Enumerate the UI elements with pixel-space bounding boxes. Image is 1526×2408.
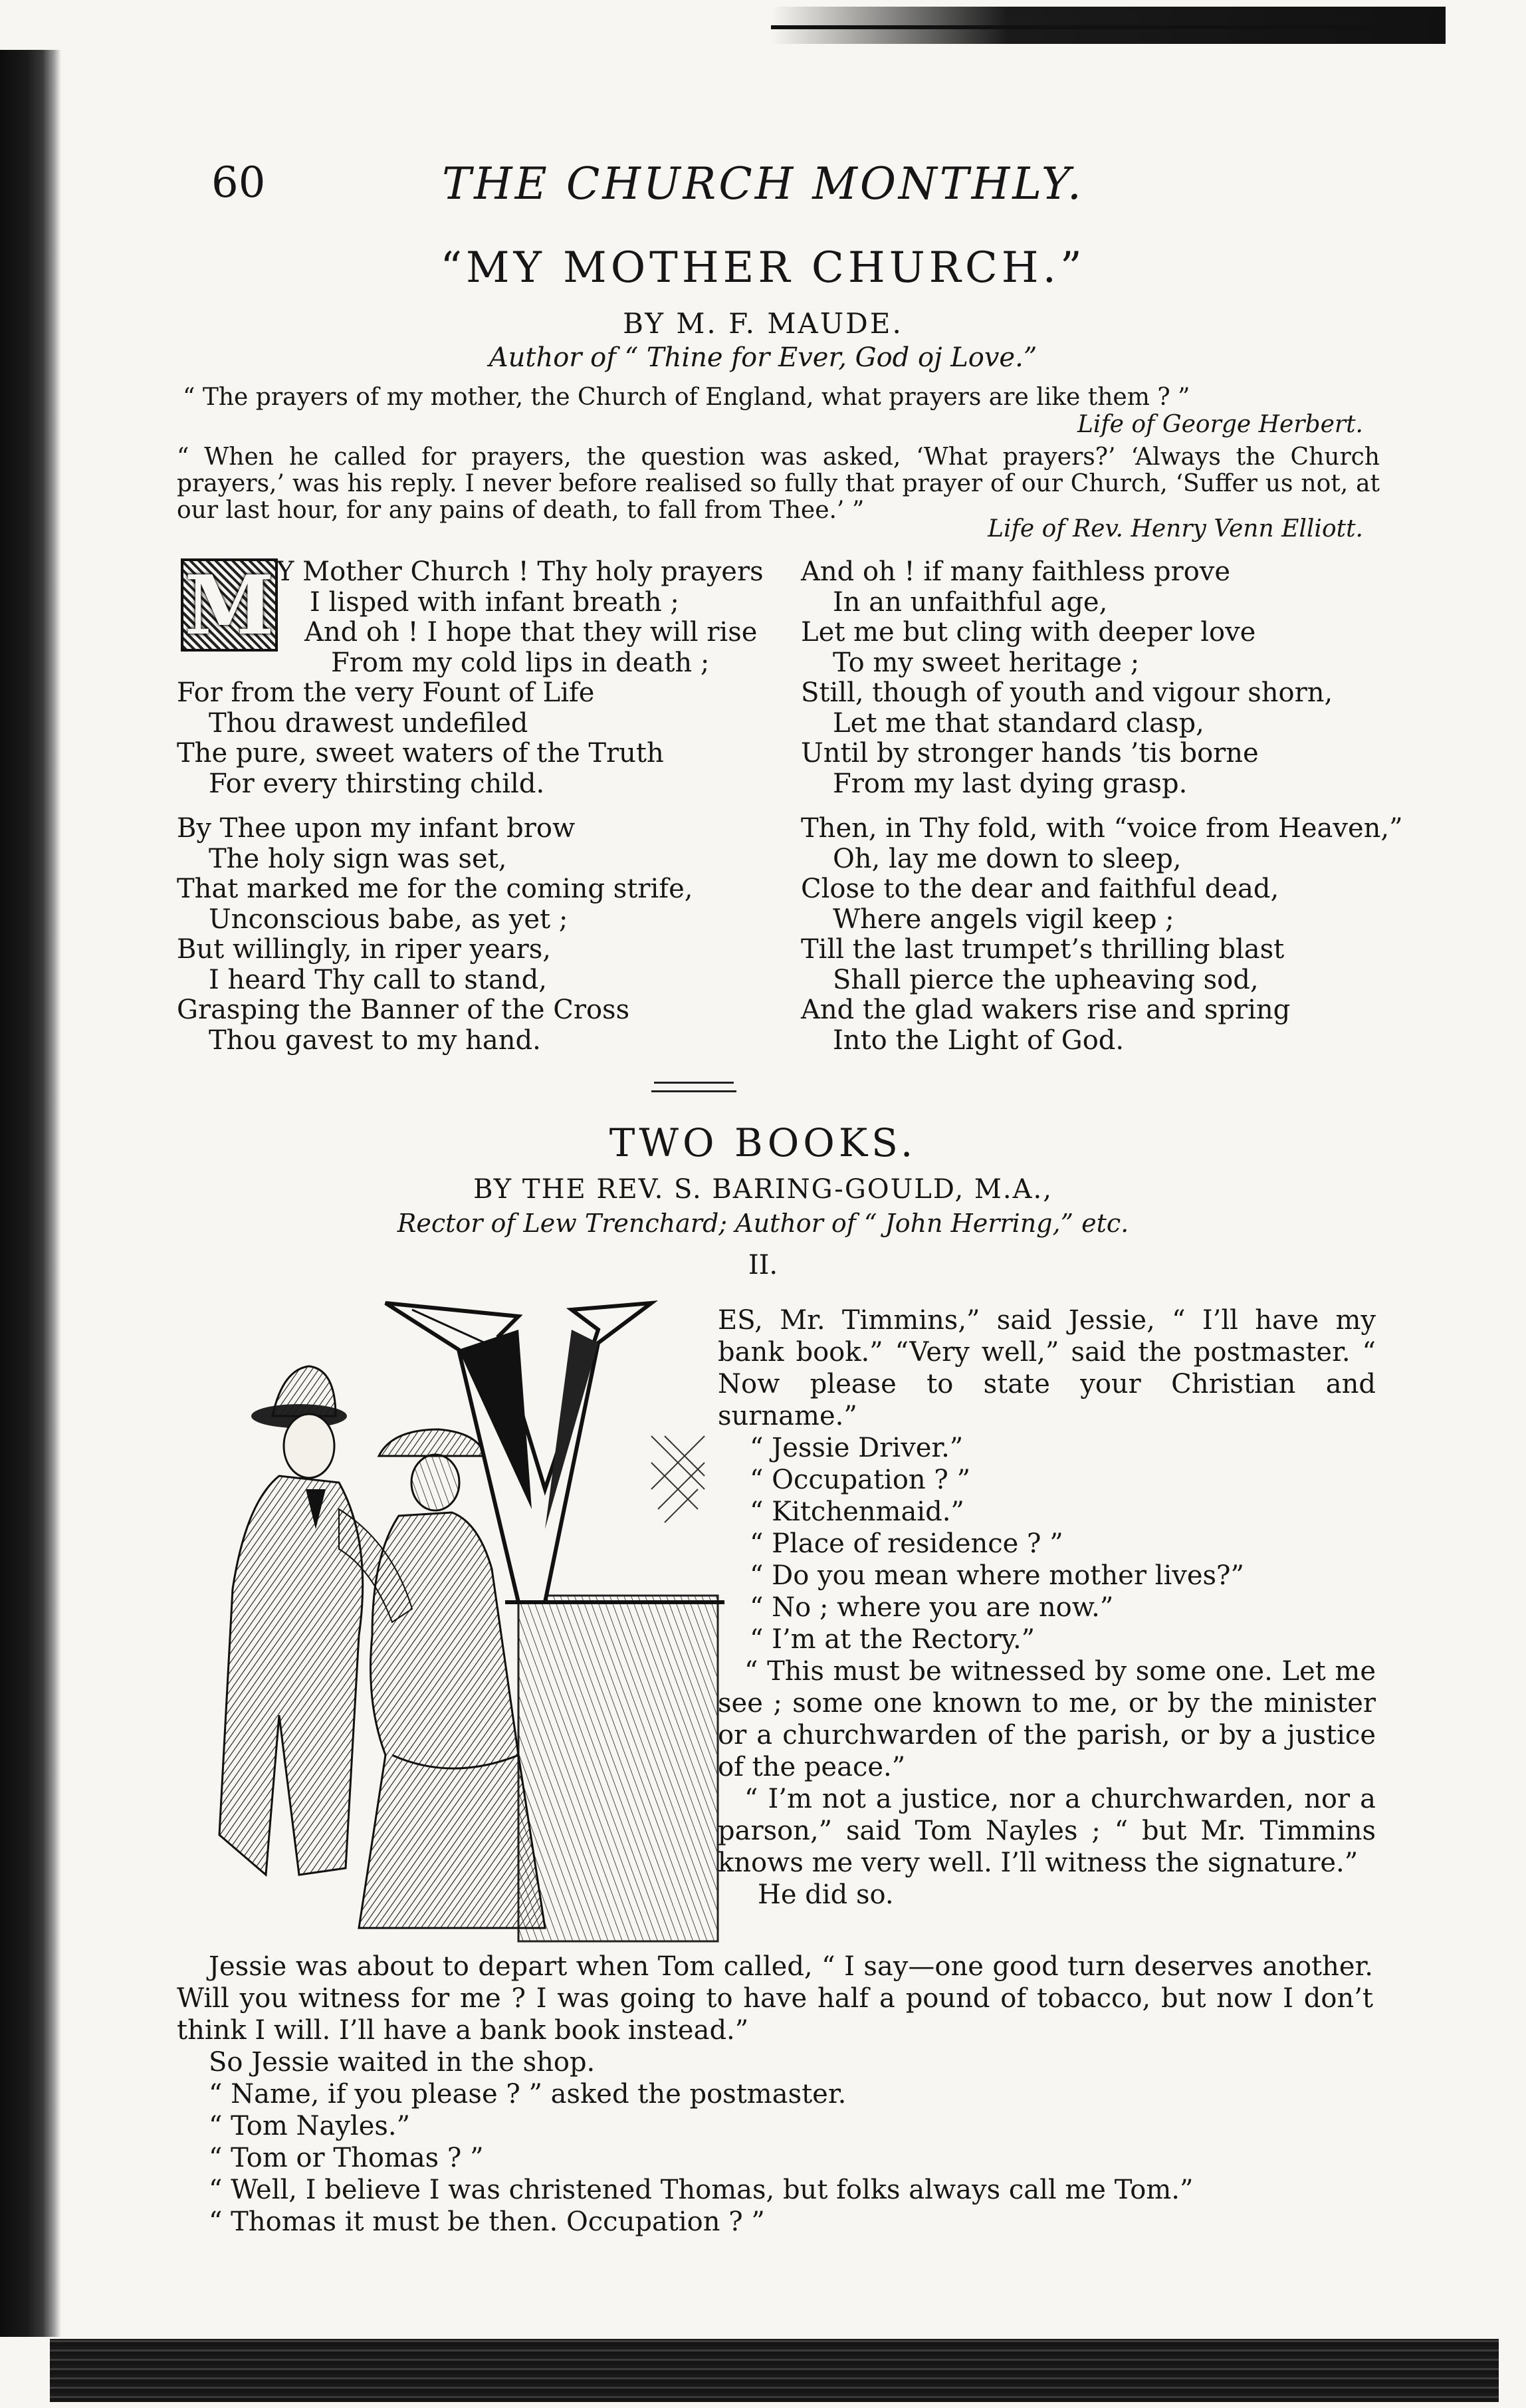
story-paragraph: “ I’m not a justice, nor a churchwarden, nor a parson,” said Tom Nayles ; “ but Mr. Timmins knows me very well. I’ll witness the signature.” bbox=[718, 1784, 1376, 1878]
poem-line: Still, though of youth and vigour shorn, bbox=[801, 677, 1333, 708]
poem-line: And the glad wakers rise and spring bbox=[801, 995, 1291, 1025]
window-lattice bbox=[651, 1436, 705, 1522]
poem-line: That marked me for the coming strife, bbox=[177, 874, 693, 904]
poem-line: Unconscious babe, as yet ; bbox=[209, 903, 568, 935]
story-paragraph: “ Jessie Driver.” bbox=[750, 1433, 964, 1463]
story-paragraph: “ Tom Nayles.” bbox=[209, 2111, 411, 2141]
counter bbox=[518, 1596, 718, 1941]
poem-line: I lisped with infant breath ; bbox=[310, 586, 679, 618]
epigraph-2: “ When he called for prayers, the question was asked, ‘What prayers?’ ‘Always the Church prayers,’ was his reply. I never before realised so fully that prayer of our Church, ‘Suffer us not, at our last hour, for any pains of death, to fall from Thee.’ ” bbox=[177, 443, 1380, 524]
epigraph-1: “ The prayers of my mother, the Church of England, what prayers are like them ? ” bbox=[183, 384, 1190, 411]
poem-line: Shall pierce the upheaving sod, bbox=[833, 964, 1259, 995]
poem-line: Then, in Thy fold, with “voice from Heaven,” bbox=[801, 813, 1403, 844]
poem-line: To my sweet heritage ; bbox=[833, 647, 1140, 678]
poem-line: Till the last trumpet’s thrilling blast bbox=[801, 934, 1285, 965]
drop-cap-m: M bbox=[181, 558, 278, 652]
story-paragraph: “ Kitchenmaid.” bbox=[750, 1497, 964, 1527]
story-text-right bbox=[718, 1304, 1376, 1911]
story-paragraph: “ I’m at the Rectory.” bbox=[750, 1624, 1036, 1655]
poem-line: The pure, sweet waters of the Truth bbox=[177, 738, 664, 769]
story-paragraph: So Jessie waited in the shop. bbox=[209, 2047, 596, 2078]
poem-left-column bbox=[177, 557, 775, 1056]
story-paragraph: “ Thomas it must be then. Occupation ? ” bbox=[209, 2207, 765, 2237]
story-paragraph: Jessie was about to depart when Tom called, “ I say—one good turn deserves another. Will you witness for me ? I was going to have half a pound of tobacco, but now I don’t think I will. I’ll have a bank book instead.” bbox=[177, 1951, 1373, 2046]
epigraph-2-attribution: Life of Rev. Henry Venn Elliott. bbox=[988, 515, 1363, 542]
story-paragraph: “ Well, I believe I was christened Thomas, but folks always call me Tom.” bbox=[209, 2175, 1194, 2205]
poem-line: In an unfaithful age, bbox=[833, 586, 1108, 618]
engraving-illustration bbox=[173, 1290, 724, 1955]
story-paragraph: “ No ; where you are now.” bbox=[750, 1592, 1114, 1623]
story-paragraph: “ Place of residence ? ” bbox=[750, 1528, 1063, 1559]
poem-right-column bbox=[801, 556, 1403, 1056]
poem-line: From my cold lips in death ; bbox=[331, 647, 710, 678]
epigraph-1-attribution: Life of George Herbert. bbox=[1077, 411, 1363, 438]
poem-line: Oh, lay me down to sleep, bbox=[833, 843, 1182, 874]
poem-line: Let me but cling with deeper love bbox=[801, 617, 1256, 648]
poem-title: “MY MOTHER CHURCH.” bbox=[440, 243, 1086, 293]
section-divider bbox=[651, 1090, 736, 1092]
poem-line: For from the very Fount of Life bbox=[177, 677, 595, 708]
running-head: THE CHURCH MONTHLY. bbox=[442, 158, 1084, 209]
section-divider bbox=[654, 1082, 734, 1084]
story-title: TWO BOOKS. bbox=[609, 1120, 917, 1165]
top-rule-line bbox=[771, 25, 1369, 29]
story-paragraph: “ Do you mean where mother lives?” bbox=[750, 1560, 1244, 1591]
poem-line: And oh ! if many faithless prove bbox=[801, 556, 1231, 587]
poem-line: Thou drawest undefiled bbox=[209, 707, 528, 739]
story-paragraph: He did so. bbox=[758, 1879, 894, 1910]
poem-line: Let me that standard clasp, bbox=[833, 707, 1204, 739]
poem-line: Close to the dear and faithful dead, bbox=[801, 874, 1279, 904]
poem-line: For every thirsting child. bbox=[209, 768, 545, 799]
poem-line: And oh ! I hope that they will rise bbox=[304, 617, 758, 648]
poem-line: But willingly, in riper years, bbox=[177, 934, 552, 965]
story-paragraph: “ Occupation ? ” bbox=[750, 1465, 971, 1495]
poem-line: Where angels vigil keep ; bbox=[833, 903, 1174, 935]
poem-author-note: Author of “ Thine for Ever, God oj Love.” bbox=[489, 342, 1037, 373]
poem-line: I heard Thy call to stand, bbox=[209, 964, 547, 995]
story-paragraph: “ Tom or Thomas ? ” bbox=[209, 2143, 484, 2173]
page-number: 60 bbox=[211, 158, 266, 207]
chapter-number: II. bbox=[748, 1250, 778, 1280]
story-byline: BY THE REV. S. BARING-GOULD, M.A., bbox=[473, 1174, 1053, 1205]
poem-byline: BY M. F. MAUDE. bbox=[623, 307, 903, 340]
poem-line: From my last dying grasp. bbox=[833, 768, 1188, 799]
poem-line: Into the Light of God. bbox=[833, 1024, 1125, 1056]
story-paragraph: ES, Mr. Timmins,” said Jessie, “ I’ll have my bank book.” “Very well,” said the postmaster. “ Now please to state your Christian and surname.” bbox=[718, 1305, 1376, 1431]
poem-line: Y Mother Church ! Thy holy prayers bbox=[276, 556, 764, 587]
story-text-bottom bbox=[177, 1951, 1373, 2238]
poem-line: Grasping the Banner of the Cross bbox=[177, 995, 630, 1025]
bottom-rule bbox=[50, 2339, 1499, 2402]
story-paragraph: “ This must be witnessed by some one. Let me see ; some one known to me, or by the minister or a churchwarden of the parish, or by a justice of the peace.” bbox=[718, 1656, 1376, 1782]
poem-line: Thou gavest to my hand. bbox=[209, 1024, 541, 1056]
story-author-note: Rector of Lew Trenchard; Author of “ John Herring,” etc. bbox=[397, 1209, 1129, 1238]
story-paragraph: “ Name, if you please ? ” asked the postmaster. bbox=[209, 2079, 847, 2109]
poem-line: Until by stronger hands ’tis borne bbox=[801, 738, 1259, 769]
poem-line: The holy sign was set, bbox=[209, 843, 507, 874]
poem-line: By Thee upon my infant brow bbox=[177, 813, 576, 844]
